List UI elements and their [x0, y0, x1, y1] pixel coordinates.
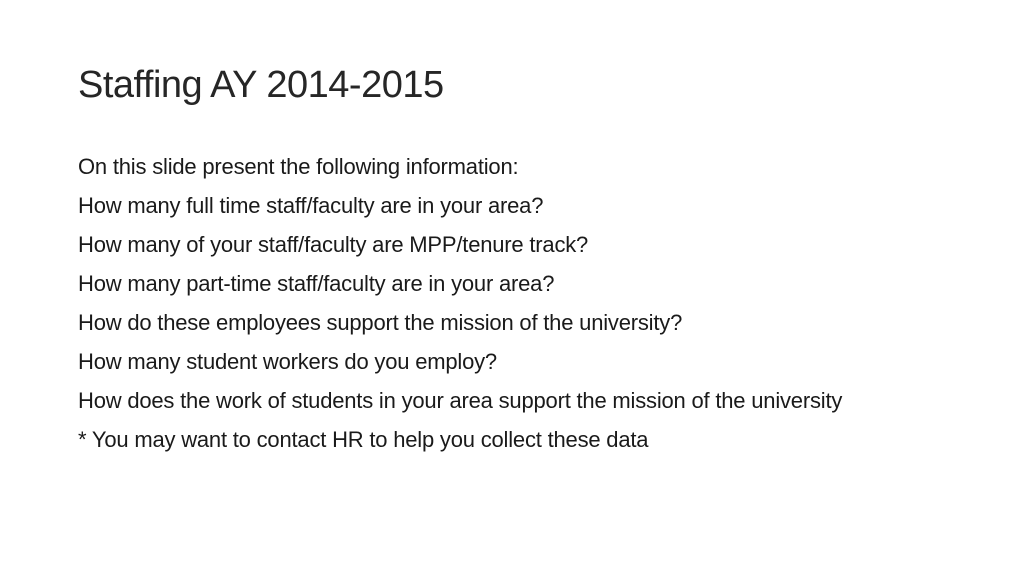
- body-line-mission-support: How do these employees support the mission of the university?: [78, 310, 683, 335]
- body-line-student-workers: How many student workers do you employ?: [78, 349, 497, 374]
- body-line-student-mission: How does the work of students in your area support the mission of the university: [78, 388, 843, 413]
- body-line-mpp-tenure: How many of your staff/faculty are MPP/tenure track?: [78, 232, 589, 257]
- slide-body: [78, 153, 958, 465]
- slide-title: Staffing AY 2014-2015: [78, 64, 444, 106]
- body-line-intro: On this slide present the following information:: [78, 154, 519, 179]
- body-line-part-time: How many part-time staff/faculty are in your area?: [78, 271, 555, 296]
- body-line-full-time: How many full time staff/faculty are in your area?: [78, 193, 544, 218]
- body-line-hr-note: * You may want to contact HR to help you collect these data: [78, 427, 649, 452]
